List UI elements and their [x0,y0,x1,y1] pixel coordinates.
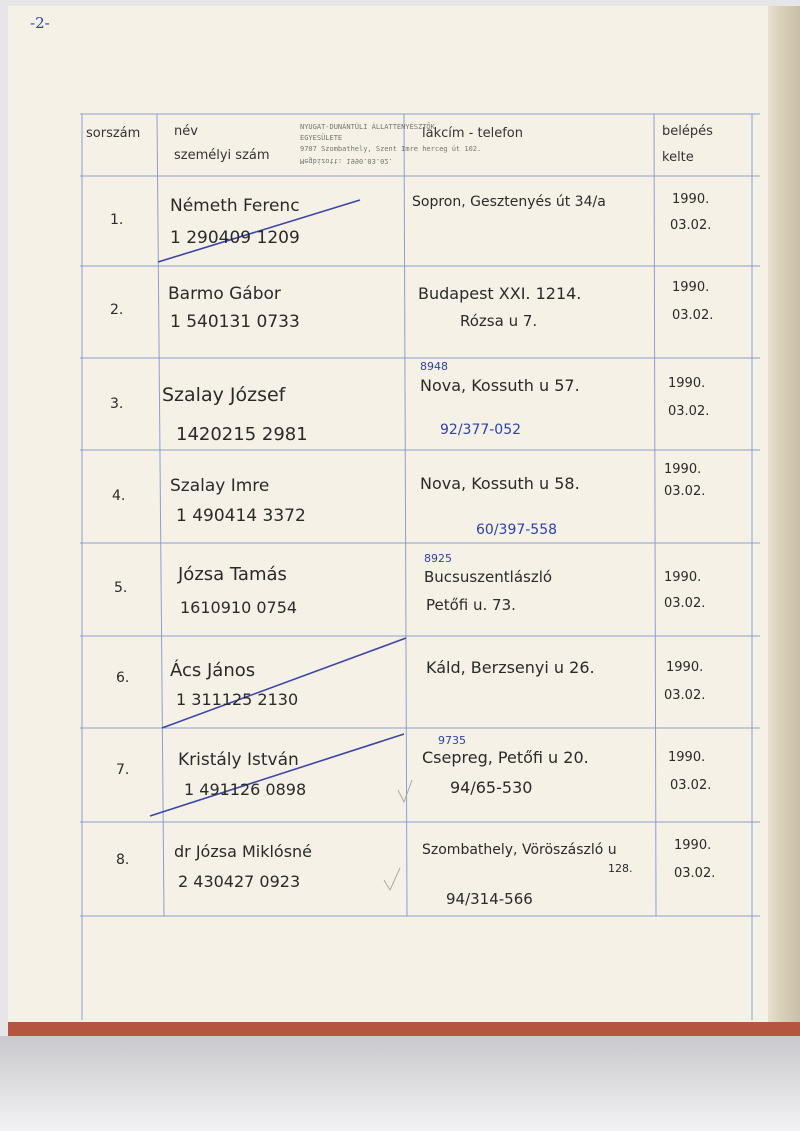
header-address: lakcím - telefon [422,126,523,141]
row-phone: 92/377-052 [440,422,522,438]
row-address: Budapest XXI. 1214. [418,284,582,303]
header-date-1: belépés [662,124,713,139]
row-id: 1 311125 2130 [176,690,299,709]
row-name: Barmo Gábor [168,284,281,304]
row-address-2: Petőfi u. 73. [426,596,516,614]
row-id: 1 491126 0898 [184,780,307,799]
row-date-year: 1990. [672,280,710,295]
row-address: Káld, Berzsenyi u 26. [426,658,595,677]
row-number: 8. [116,852,130,868]
page-number: -2- [30,14,50,32]
row-name: Szalay Imre [170,476,270,496]
row-phone: 94/314-566 [446,890,533,908]
row-date-day: 03.02. [664,596,706,611]
row-date-day: 03.02. [668,404,710,419]
row-address: Sopron, Gesztenyés út 34/a [412,194,606,210]
header-id: személyi szám [174,148,270,163]
row-date-day: 03.02. [674,866,716,881]
row-address: Szombathely, Vöröszászló u [422,842,617,858]
row-number: 1. [110,212,124,228]
row-phone: 60/397-558 [476,522,558,538]
row-date-day: 03.02. [664,484,706,499]
row-zip: 8948 [420,360,448,373]
row-date-day: 03.02. [664,688,706,703]
row-date-year: 1990. [664,462,702,477]
row-id: 1 290409 1209 [170,228,300,248]
row-date-year: 1990. [668,750,706,765]
row-date-year: 1990. [666,660,704,675]
row-date-year: 1990. [668,376,706,391]
row-date-year: 1990. [664,570,702,585]
row-date-day: 03.02. [672,308,714,323]
rubber-stamp: NYUGAT-DUNÁNTÚLI ÁLLATTENYÉSZTŐK EGYESÜLETE 9707 Szombathely, Szent Imre herceg út 102. Megbízott: 1990.03.02. [300,123,482,165]
pencil-ticks [384,780,412,890]
row-name: Ács János [170,660,256,681]
row-name: Kristály István [178,750,299,770]
row-number: 6. [116,670,130,686]
row-phone: 94/65-530 [450,778,533,797]
row-number: 4. [112,488,126,504]
row-id: 1 490414 3372 [176,506,306,526]
row-date-year: 1990. [674,838,712,853]
row-address: Csepreg, Petőfi u 20. [422,748,589,767]
row-number: 3. [110,396,124,412]
row-id: 1 540131 0733 [170,312,300,332]
row-date-day: 03.02. [670,218,712,233]
row-date-year: 1990. [672,192,710,207]
header-number: sorszám [86,126,141,141]
row-name: Szalay József [162,384,286,406]
row-number: 2. [110,302,124,318]
row-name: Józsa Tamás [178,564,287,585]
header-name: név [174,124,198,139]
row-address: Bucsuszentlászló [424,568,553,586]
row-id: 2 430427 0923 [178,872,301,891]
row-name: dr Józsa Miklósné [174,842,313,861]
row-number: 7. [116,762,130,778]
row-zip: 9735 [438,734,466,747]
row-zip: 8925 [424,552,452,565]
row-number: 5. [114,580,128,596]
row-name: Németh Ferenc [170,196,300,216]
row-address-2: 128. [608,862,633,875]
row-id: 1610910 0754 [180,598,298,617]
row-address: Nova, Kossuth u 57. [420,376,580,395]
row-address: Nova, Kossuth u 58. [420,474,580,493]
strike-row-6 [162,638,406,728]
header-date-2: kelte [662,150,694,165]
row-address-2: Rózsa u 7. [460,312,538,330]
row-id: 1420215 2981 [176,424,308,445]
strike-row-7 [150,734,404,816]
row-date-day: 03.02. [670,778,712,793]
